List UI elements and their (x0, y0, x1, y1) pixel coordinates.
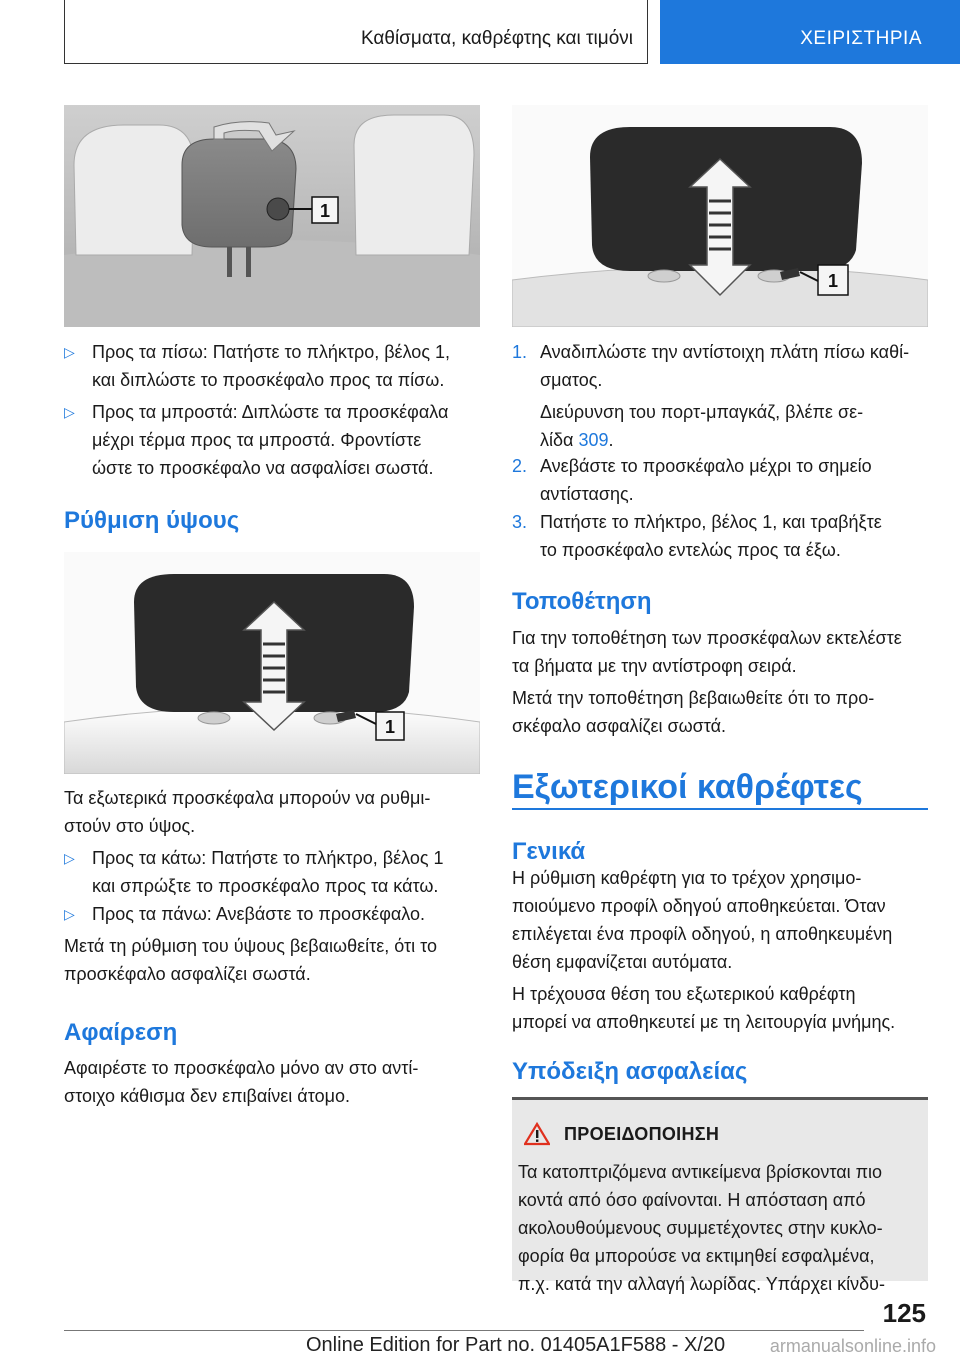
figure-headrest-remove (512, 105, 928, 327)
heading-exterior-mirrors: Εξωτερικοί καθρέφτες (512, 768, 863, 806)
list-item: ▷ Προς τα μπροστά: Διπλώστε τα προσκέφαλα μέχρι τέρμα προς τα μπροστά. Φροντίστε ώστε το προσκέφαλο να ασφαλίσει σωστά. (64, 398, 480, 482)
list-item: ▷ Προς τα κάτω: Πατήστε το πλήκτρο, βέλος 1 και σπρώξτε το προσκέφαλο προς τα κάτω. (64, 844, 480, 900)
paragraph-height-intro: Τα εξωτερικά προσκέφαλα μπορούν να ρυθμι- στούν στο ύψος. (64, 788, 431, 836)
triangle-bullet-icon: ▷ (64, 850, 75, 866)
heading-safety-note: Υπόδειξη ασφαλείας (512, 1058, 748, 1085)
list-item: 3. Πατήστε το πλήκτρο, βέλος 1, και τραβήξτε το προσκέφαλο εντελώς προς τα έξω. (512, 512, 882, 560)
paragraph-general-2: Η τρέχουσα θέση του εξωτερικού καθρέφτη μπορεί να αποθηκευτεί με τη λειτουργία μνήμης. (512, 984, 896, 1032)
footer-edition: Online Edition for Part no. 01405A1F588 - X/20 (306, 1334, 726, 1356)
watermark: armanualsonline.info (769, 1336, 936, 1356)
warning-box (512, 1097, 928, 1294)
heading-installation: Τοποθέτηση (512, 588, 652, 615)
page-number: 125 (882, 1298, 926, 1328)
figure-headrest-height (64, 552, 480, 774)
cross-reference: Διεύρυνση του πορτ-μπαγκάζ, βλέπε σε- λίδα 309. (540, 402, 864, 450)
section-title: Καθίσματα, καθρέφτης και τιμόνι (360, 28, 633, 49)
list-item: 2. Ανεβάστε το προσκέφαλο μέχρι το σημείο αντίστασης. (512, 456, 872, 504)
triangle-bullet-icon: ▷ (64, 906, 75, 922)
warning-body: Τα κατοπτριζόμενα αντικείμενα βρίσκονται πιο κοντά από όσο φαίνονται. Η απόσταση από ακολουθούμενους συμμετέχοντες στην κυκλο- φορία θα μπορούσε να εκτιμηθεί εσφαλμένα, π.χ. κατά την αλλαγή λωρίδας. Υπάρχει κίνδυ- (518, 1162, 885, 1294)
figure-headrest-fold (64, 105, 480, 327)
triangle-bullet-icon: ▷ (64, 404, 75, 420)
figure-callout-1: 1 (319, 201, 331, 221)
paragraph-installation-1: Για την τοποθέτηση των προσκέφαλων εκτελέστε τα βήματα με την αντίστροφη σειρά. (512, 628, 902, 676)
list-item: ▷ Προς τα πάνω: Ανεβάστε το προσκέφαλο. (64, 900, 480, 928)
heading-removal: Αφαίρεση (64, 1019, 178, 1046)
warning-triangle-icon (524, 1122, 550, 1151)
heading-general: Γενικά (512, 838, 586, 865)
triangle-bullet-icon: ▷ (64, 344, 75, 360)
header-chapter-tab[interactable] (660, 0, 960, 64)
footer-rule (64, 1330, 864, 1331)
chapter-title: ΧΕΙΡΙΣΤΗΡΙΑ (800, 28, 922, 49)
list-item: 1. Αναδιπλώστε την αντίστοιχη πλάτη πίσω καθί- σματος. (512, 342, 910, 390)
figure-callout-1: 1 (827, 271, 839, 291)
paragraph-installation-2: Μετά την τοποθέτηση βεβαιωθείτε ότι το προ- σκέφαλο ασφαλίζει σωστά. (512, 688, 875, 736)
heading-rule (512, 808, 928, 810)
header-section-box (64, 0, 648, 64)
paragraph-removal: Αφαιρέστε το προσκέφαλο μόνο αν στο αντί- στοιχο κάθισμα δεν επιβαίνει άτομο. (64, 1058, 419, 1106)
list-item: ▷ Προς τα πίσω: Πατήστε το πλήκτρο, βέλος 1, και διπλώστε το προσκέφαλο προς τα πίσω. (64, 338, 480, 394)
paragraph-general-1: Η ρύθμιση καθρέφτη για το τρέχον χρησιμο- ποιούμενο προφίλ οδηγού αποθηκεύεται. Όταν επιλέγεται ένα προφίλ οδηγού, η αποθηκευμένη θέση εμφανίζεται αυτόματα. (512, 868, 893, 972)
paragraph-after-adjust: Μετά τη ρύθμιση του ύψους βεβαιωθείτε, ότι το προσκέφαλο ασφαλίζει σωστά. (64, 936, 437, 984)
warning-title: ΠΡΟΕΙΔΟΠΟΙΗΣΗ (564, 1124, 720, 1144)
heading-height-adjust: Ρύθμιση ύψους (64, 507, 240, 534)
figure-callout-1: 1 (384, 717, 396, 737)
page-link[interactable]: 309 (578, 430, 609, 450)
